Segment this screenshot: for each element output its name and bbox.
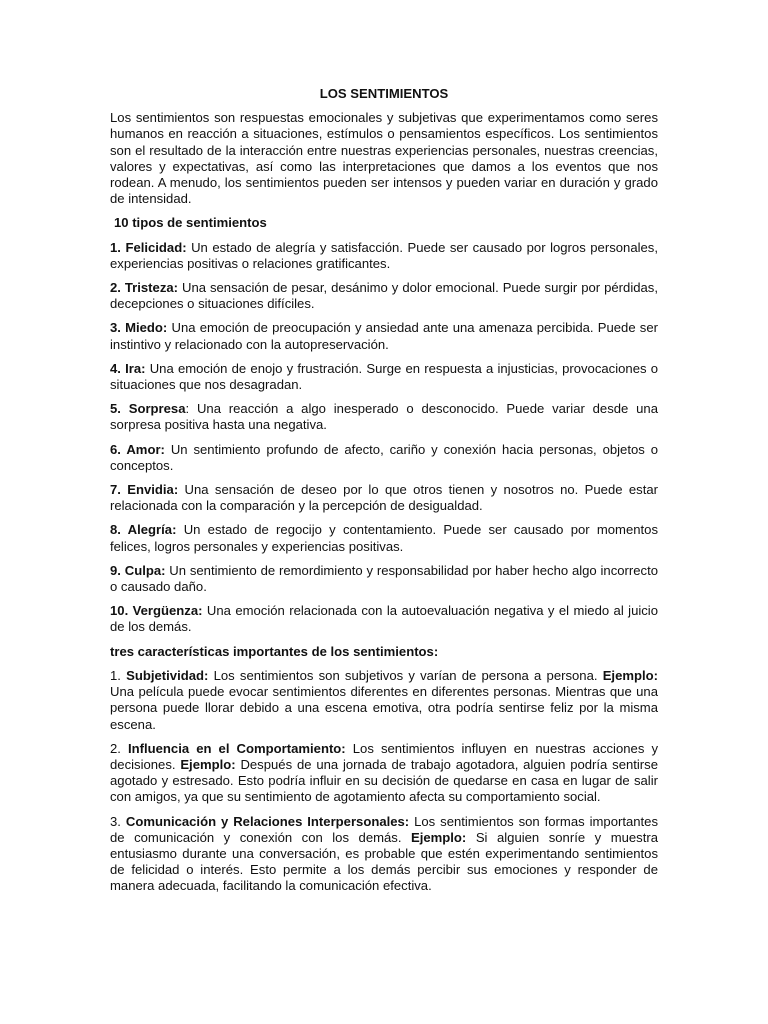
- characteristic-description: Los sentimientos son formas importantes de comunicación y conexión con los demás.: [110, 813, 658, 845]
- document-page: [110, 86, 658, 903]
- type-description: Una sensación de deseo por lo que otros tienen y nosotros no. Puede estar relacionada con la comparación y la percepción de desigualdad.: [110, 482, 658, 514]
- type-description: Una emoción relacionada con la autoevaluación negativa y el miedo al juicio de los demás.: [110, 603, 658, 635]
- type-term: 9. Culpa:: [110, 562, 166, 578]
- example-text: Si alguien sonríe y muestra entusiasmo durante una conversación, es probable que estén experimentando sentimientos de felicidad o interés. Esto permite a los demás percibir sus emociones y responder de manera adecuada, facilitando la comunicación efectiva.: [110, 829, 658, 894]
- type-term: 3. Miedo:: [110, 320, 168, 336]
- type-item-miedo: [110, 320, 658, 352]
- type-term: 6. Amor:: [110, 441, 165, 457]
- example-text: Después de una jornada de trabajo agotadora, alguien podría sentirse agotado y estresado. Esto podría influir en su decisión de quedarse en casa en lugar de salir con amigos, ya que su sentimiento de agotamiento afecta su comportamiento social.: [110, 756, 658, 805]
- characteristic-comunicacion: [110, 814, 658, 895]
- characteristic-term: Comunicación y Relaciones Interpersonales:: [125, 813, 410, 829]
- example-label: Ejemplo:: [602, 667, 658, 683]
- intro-paragraph: Los sentimientos son respuestas emocionales y subjetivas que experimentamos como seres humanos en reacción a situaciones, estímulos o pensamientos específicos. Los sentimientos son el resultado de la interacción entre nuestras experiencias personales, nuestras creencias, valores y expectativas, así como las interpretaciones que damos a los eventos que nos rodean. A menudo, los sentimientos pueden ser intensos y pueden variar en duración y grado de intensidad.: [110, 110, 658, 207]
- type-description: : Una reacción a algo inesperado o desconocido. Puede variar desde una sorpresa positiva hasta una negativa.: [110, 401, 658, 433]
- characteristic-description: Los sentimientos son subjetivos y varían de persona a persona.: [208, 667, 603, 683]
- type-description: Un estado de regocijo y contentamiento. Puede ser causado por momentos felices, logros personales y experiencias positivas.: [110, 522, 658, 554]
- example-label: Ejemplo:: [411, 829, 467, 845]
- type-term: 8. Alegría:: [110, 522, 177, 538]
- characteristic-influencia: [110, 741, 658, 806]
- type-item-alegria: [110, 522, 658, 554]
- type-term: 2. Tristeza:: [110, 280, 179, 296]
- example-text: Una película puede evocar sentimientos diferentes en diferentes personas. Mientras que una persona puede llorar debido a una escena emotiva, otra podría sentirse feliz por la misma escena.: [110, 684, 658, 732]
- type-description: Un sentimiento profundo de afecto, cariño y conexión hacia personas, objetos o conceptos.: [110, 441, 658, 473]
- characteristic-term: Influencia en el Comportamiento:: [128, 740, 346, 756]
- characteristic-term: Subjetividad:: [126, 667, 209, 683]
- characteristic-number: 2.: [110, 740, 128, 756]
- type-term: 10. Vergüenza:: [110, 603, 203, 619]
- type-description: Una emoción de preocupación y ansiedad ante una amenaza percibida. Puede ser instintivo y relacionado con la autopreservación.: [110, 320, 658, 352]
- example-label: Ejemplo:: [180, 756, 236, 772]
- type-term: 1. Felicidad:: [110, 239, 187, 255]
- type-item-ira: [110, 361, 658, 393]
- document-title: LOS SENTIMIENTOS: [319, 86, 449, 101]
- type-term: 5. Sorpresa: [110, 401, 186, 417]
- type-description: Una emoción de enojo y frustración. Surge en respuesta a injusticias, provocaciones o situaciones que nos desagradan.: [110, 360, 659, 393]
- characteristic-description: Los sentimientos influyen en nuestras acciones y decisiones.: [110, 740, 658, 772]
- characteristic-number: 1.: [110, 667, 127, 683]
- type-description: Un estado de alegría y satisfacción. Puede ser causado por logros personales, experiencias positivas o relaciones gratificantes.: [110, 239, 658, 271]
- type-term: 4. Ira:: [110, 360, 146, 376]
- type-item-envidia: [110, 482, 658, 514]
- type-description: Un sentimiento de remordimiento y responsabilidad por haber hecho algo incorrecto o causado daño.: [110, 562, 659, 595]
- type-item-amor: [110, 442, 658, 474]
- type-item-tristeza: [110, 280, 658, 312]
- type-term: 7. Envidia:: [110, 482, 179, 498]
- type-item-culpa: [110, 563, 658, 595]
- type-item-verguenza: [110, 603, 658, 635]
- types-heading: 10 tipos de sentimientos: [114, 215, 267, 231]
- characteristic-subjetividad: [110, 668, 658, 733]
- type-item-felicidad: [110, 240, 658, 272]
- characteristic-number: 3.: [110, 813, 126, 829]
- characteristics-heading: tres características importantes de los sentimientos:: [110, 643, 439, 659]
- type-item-sorpresa: [110, 401, 658, 433]
- type-description: Una sensación de pesar, desánimo y dolor emocional. Puede surgir por pérdidas, decepciones o situaciones difíciles.: [110, 280, 658, 312]
